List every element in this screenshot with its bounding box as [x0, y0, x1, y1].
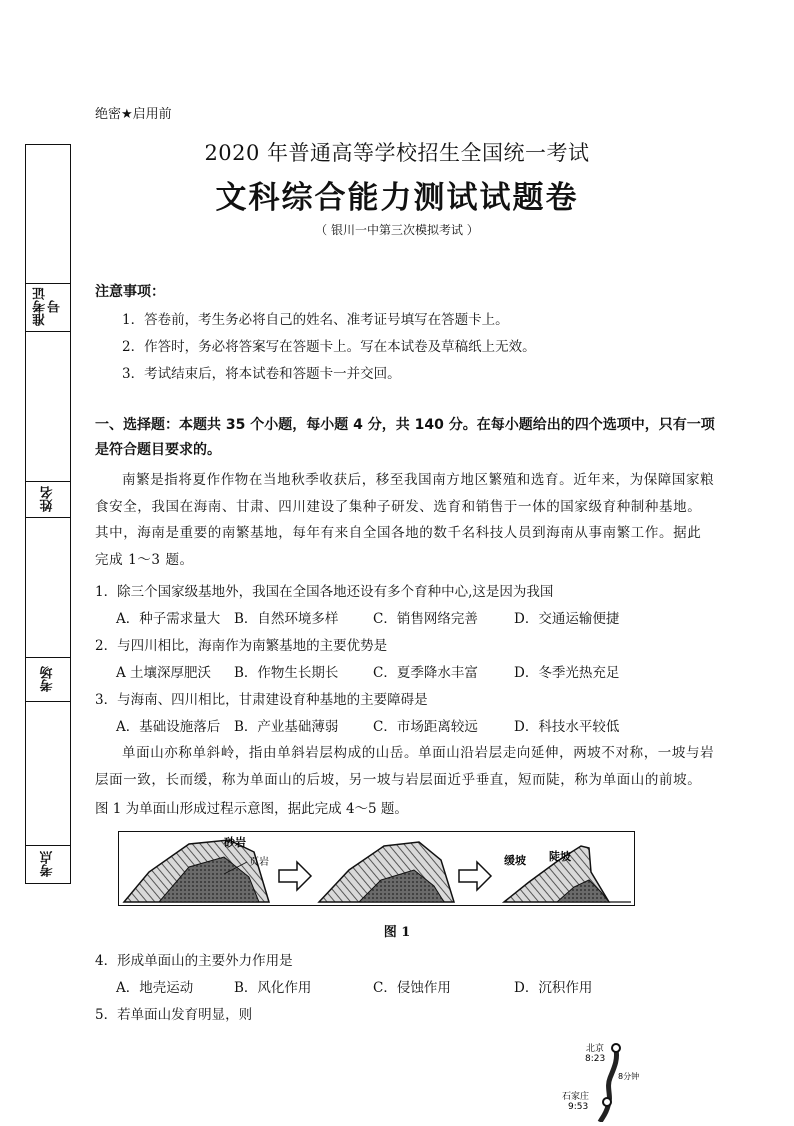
passage-nanfan: 南繁是指将夏作作物在当地秋季收获后，移至我国南方地区繁殖和选育。近年来，为保障国家粮食安全，我国在海南、甘肃、四川建设了集种子研发、选育和销售于一体的国家级育种制种基地。其中，海南是重要的南繁基地，每年有来自全国各地的数千名科技人员到海南从事南繁工作。据此完成 1～3 题。: [95, 472, 715, 568]
exam-info-strip: [25, 144, 71, 884]
notice-item: 1．答卷前，考生务必将自己的姓名、准考证号填写在答题卡上。: [122, 312, 509, 328]
label-steep-slope: 陡坡: [549, 850, 571, 863]
question-2-stem: 2．与四川相比，海南作为南繁基地的主要优势是: [95, 638, 388, 654]
strip-divider: [26, 517, 70, 518]
option-d: D．交通运输便捷: [514, 611, 620, 627]
gap-time: 8分钟: [618, 1072, 640, 1081]
figure-cuesta-formation: [118, 831, 635, 906]
option-c: C．夏季降水丰富: [373, 665, 478, 681]
option-a: A 土壤深厚肥沃: [116, 665, 212, 681]
option-a: A．基础设施落后: [116, 719, 221, 735]
passage-cuesta: 单面山亦称单斜岭，指由单斜岩层构成的山岳。单面山沿岩层走向延伸，两坡不对称，一坡与岩层面一致，长而缓，称为单面山的后坡，另一坡与岩层面近乎垂直，短而陡，称为单面山的前坡。: [95, 745, 715, 788]
passage-cuesta-tail: 图 1 为单面山形成过程示意图，据此完成 4～5 题。: [95, 801, 408, 817]
option-b: B．产业基础薄弱: [234, 719, 339, 735]
process-arrow-icon: [459, 862, 491, 890]
station-beijing-icon: [612, 1044, 620, 1052]
secret-label: 绝密★启用前: [95, 107, 172, 122]
question-1-stem: 1．除三个国家级基地外，我国在全国各地还设有多个育种中心,这是因为我国: [95, 584, 554, 600]
option-c: C．市场距离较远: [373, 719, 478, 735]
strip-divider: [26, 331, 70, 332]
option-d: D．沉积作用: [514, 980, 593, 996]
option-b: B．作物生长期长: [234, 665, 339, 681]
exam-title-main: 文科综合能力测试试题卷: [215, 180, 579, 216]
rail-map-snippet: [560, 1038, 670, 1122]
strip-label-site: 考点: [40, 851, 56, 877]
notice-heading: 注意事项：: [95, 284, 165, 300]
time-beijing: 8:23: [585, 1054, 606, 1064]
strip-label-name: 姓名: [40, 486, 56, 512]
strip-label-exam-number: 准考证号: [33, 287, 63, 327]
figure-caption: 图 1: [383, 925, 411, 940]
question-4-stem: 4．形成单面山的主要外力作用是: [95, 953, 293, 969]
option-d: D．冬季光热充足: [514, 665, 620, 681]
cuesta-diagram: [119, 832, 633, 904]
option-c: C．销售网络完善: [373, 611, 478, 627]
label-sandstone: 砂岩: [224, 836, 246, 849]
option-d: D．科技水平较低: [514, 719, 620, 735]
question-5-stem: 5．若单面山发育明显，则: [95, 1007, 253, 1023]
rail-map-graphic: [560, 1038, 670, 1122]
label-shale: 页岩: [249, 857, 269, 868]
city-shijiazhuang: 石家庄: [562, 1092, 590, 1102]
option-a: A．种子需求量大: [116, 611, 221, 627]
strip-label-room: 考场: [40, 666, 56, 692]
section-heading: 一、选择题：本题共 35 个小题，每小题 4 分，共 140 分。在每小题给出的四个选项中，只有一项是符合题目要求的。: [95, 417, 715, 458]
notice-item: 3．考试结束后，将本试卷和答题卡一并交回。: [122, 366, 401, 382]
process-arrow-icon: [279, 862, 311, 890]
station-shijiazhuang-icon: [603, 1098, 611, 1106]
city-beijing: 北京: [586, 1044, 605, 1054]
exam-title-sub: （ 银川一中第三次模拟考试 ）: [315, 223, 479, 237]
label-gentle-slope: 缓坡: [504, 854, 526, 867]
exam-title-year: 2020 年普通高等学校招生全国统一考试: [204, 141, 590, 165]
notice-item: 2．作答时，务必将答案写在答题卡上。写在本试卷及草稿纸上无效。: [122, 339, 536, 355]
strip-divider: [26, 701, 70, 702]
option-b: B．自然环境多样: [234, 611, 339, 627]
question-3-stem: 3．与海南、四川相比，甘肃建设育种基地的主要障碍是: [95, 692, 428, 708]
option-c: C．侵蚀作用: [373, 980, 451, 996]
option-a: A．地壳运动: [116, 980, 194, 996]
option-b: B．风化作用: [234, 980, 312, 996]
time-shijiazhuang: 9:53: [568, 1102, 589, 1112]
